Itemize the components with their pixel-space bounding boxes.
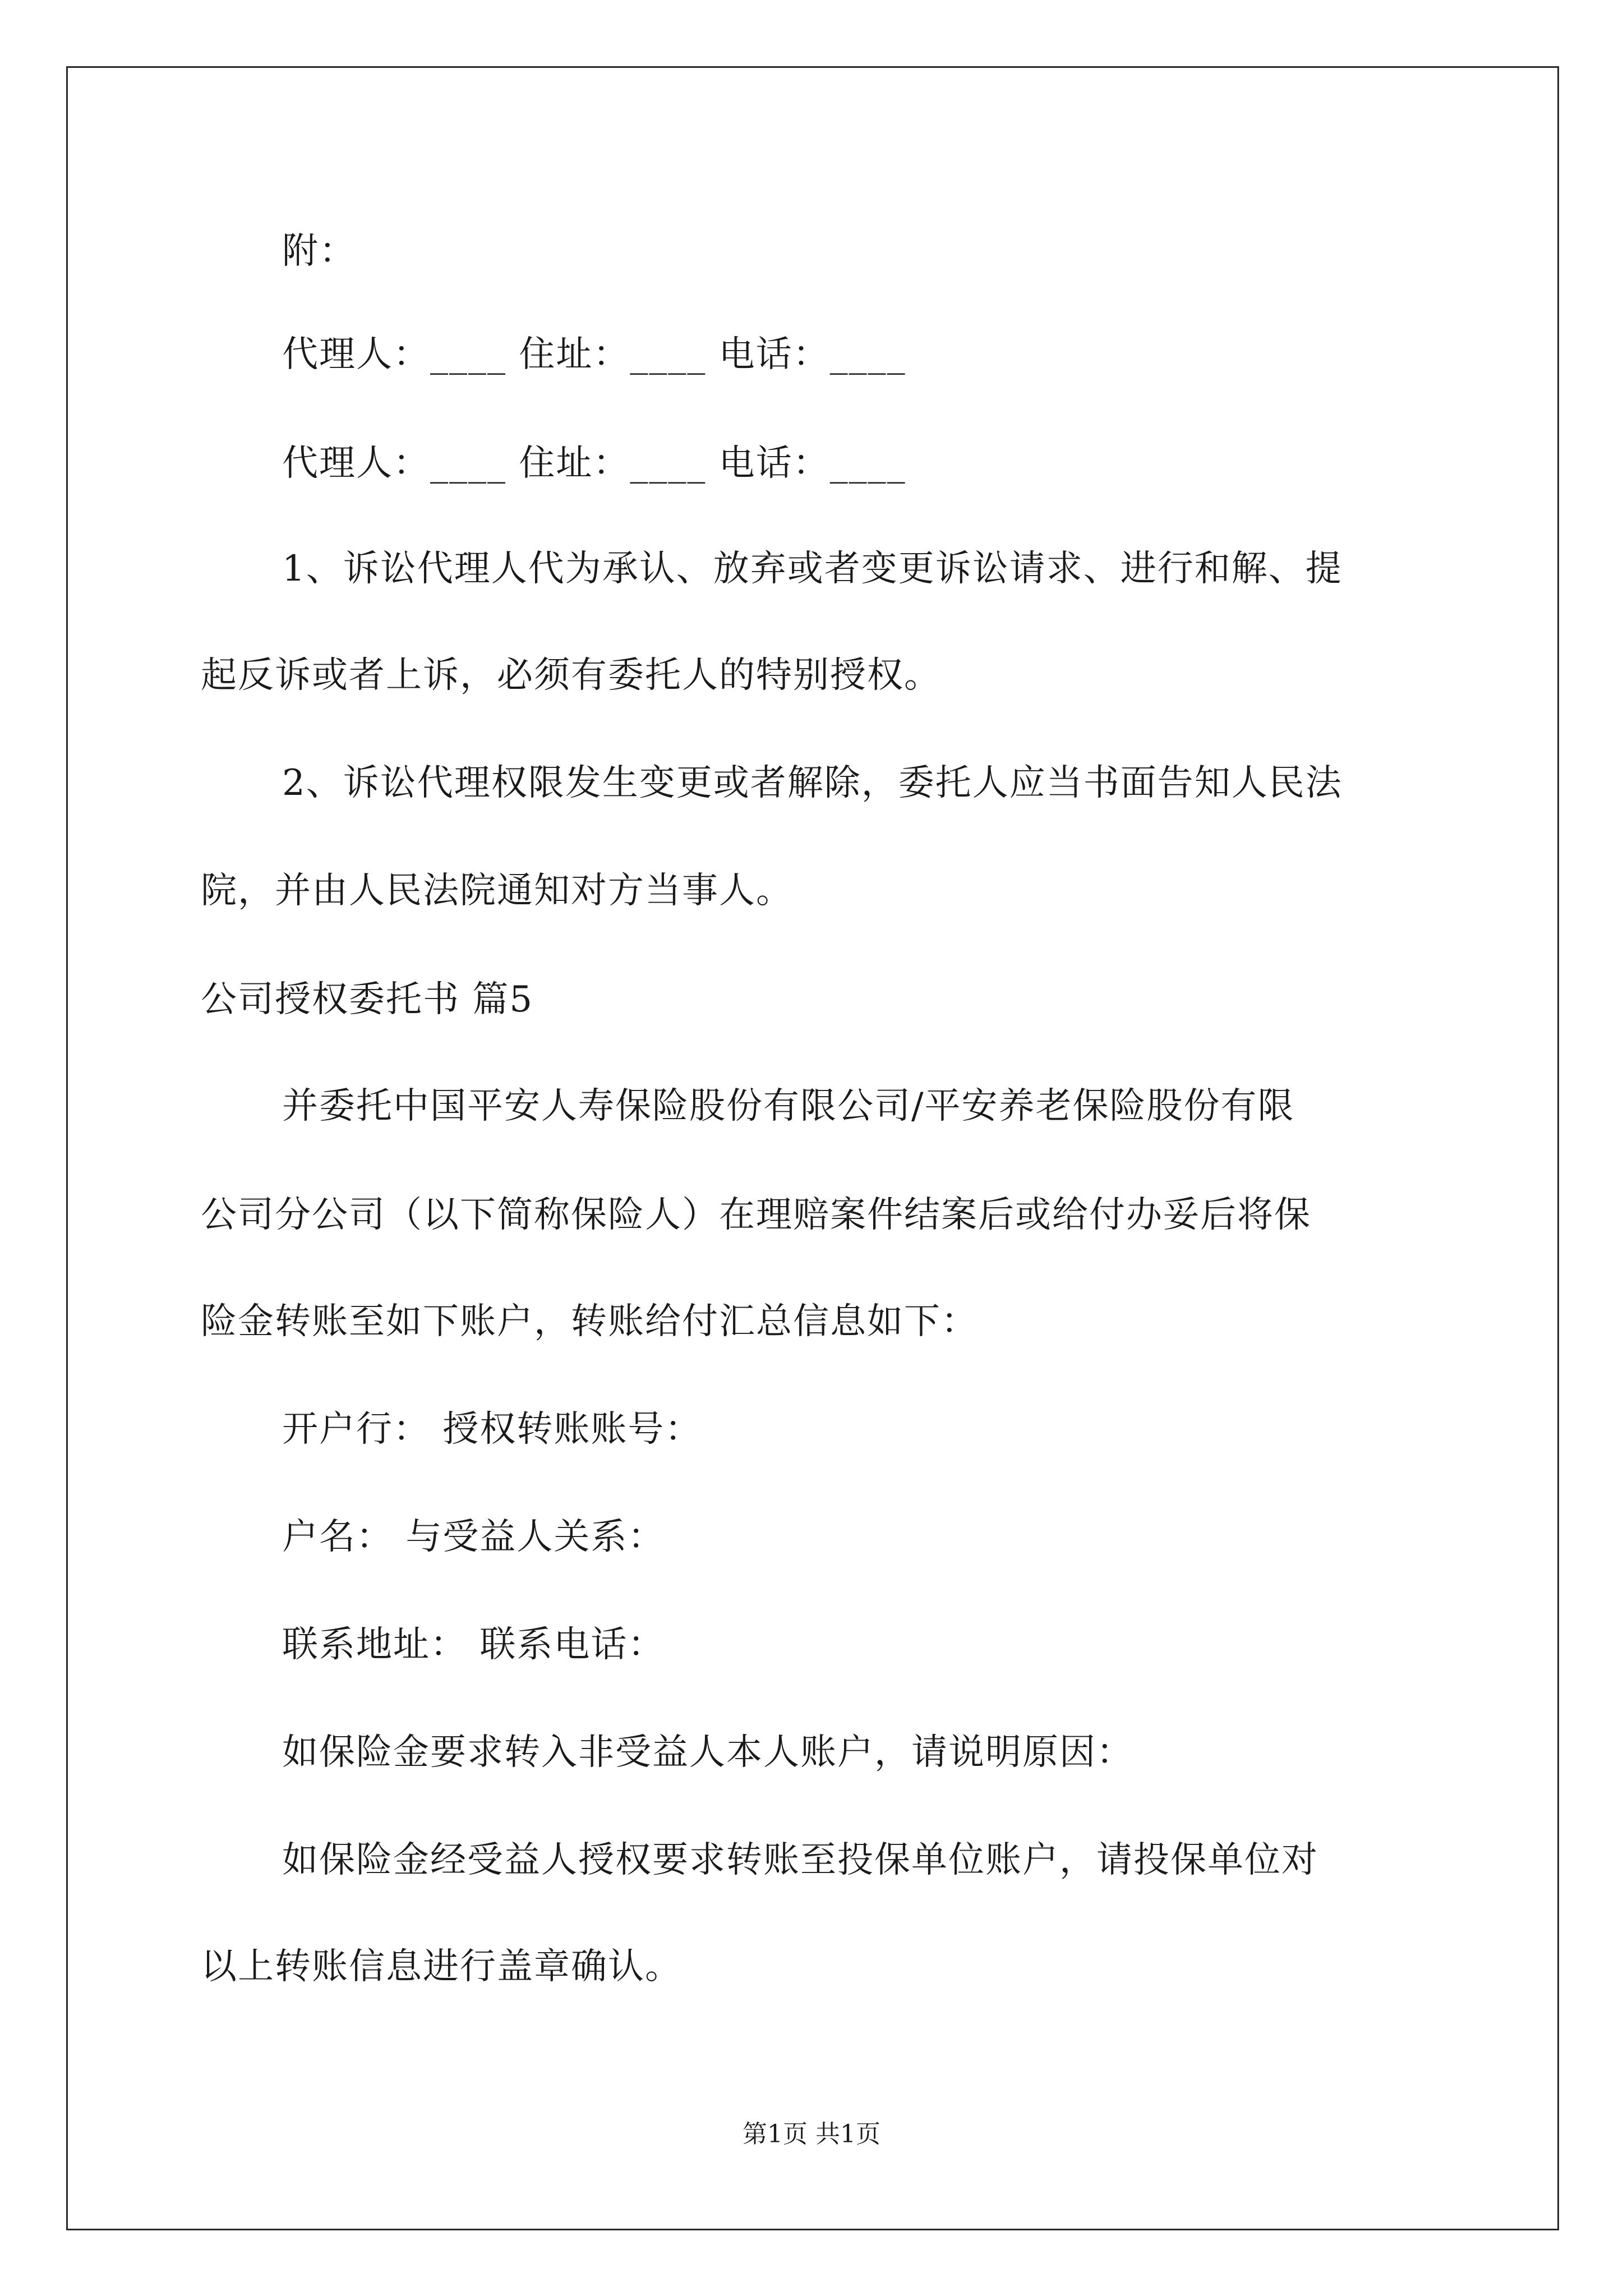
paragraph-line-1: 并委托中国平安人寿保险股份有限公司/平安养老保险股份有限: [282, 1085, 1295, 1127]
seal-line-2: 以上转账信息进行盖章确认。: [201, 1946, 682, 1987]
paragraph-line-2: 公司分公司（以下简称保险人）在理赔案件结案后或给付办妥后将保: [201, 1194, 1311, 1236]
document-body: [201, 0, 1429, 2188]
reason-line: 如保险金要求转入非受益人本人账户，请说明原因：: [282, 1732, 1133, 1773]
agent-line-1: 代理人：____ 住址：____ 电话：____: [282, 334, 906, 375]
note-2-line-1: 2、诉讼代理权限发生变更或者解除，委托人应当书面告知人民法: [282, 762, 1343, 804]
note-1-line-2: 起反诉或者上诉，必须有委托人的特别授权。: [201, 655, 941, 696]
attachment-heading: 附：: [282, 231, 356, 272]
account-name-line: 户名： 与受益人关系：: [282, 1516, 665, 1558]
bank-line: 开户行： 授权转账账号：: [282, 1409, 702, 1450]
note-1-line-1: 1、诉讼代理人代为承认、放弃或者变更诉讼请求、进行和解、提: [282, 548, 1343, 590]
agent-line-2: 代理人：____ 住址：____ 电话：____: [282, 443, 906, 484]
paragraph-line-3: 险金转账至如下账户，转账给付汇总信息如下：: [201, 1301, 978, 1342]
section-title: 公司授权委托书 篇5: [201, 979, 534, 1020]
page-footer: 第1页 共1页: [743, 2120, 880, 2148]
contact-line: 联系地址： 联系电话：: [282, 1624, 665, 1665]
seal-line-1: 如保险金经受益人授权要求转账至投保单位账户，请投保单位对: [282, 1839, 1318, 1881]
note-2-line-2: 院，并由人民法院通知对方当事人。: [201, 870, 793, 912]
